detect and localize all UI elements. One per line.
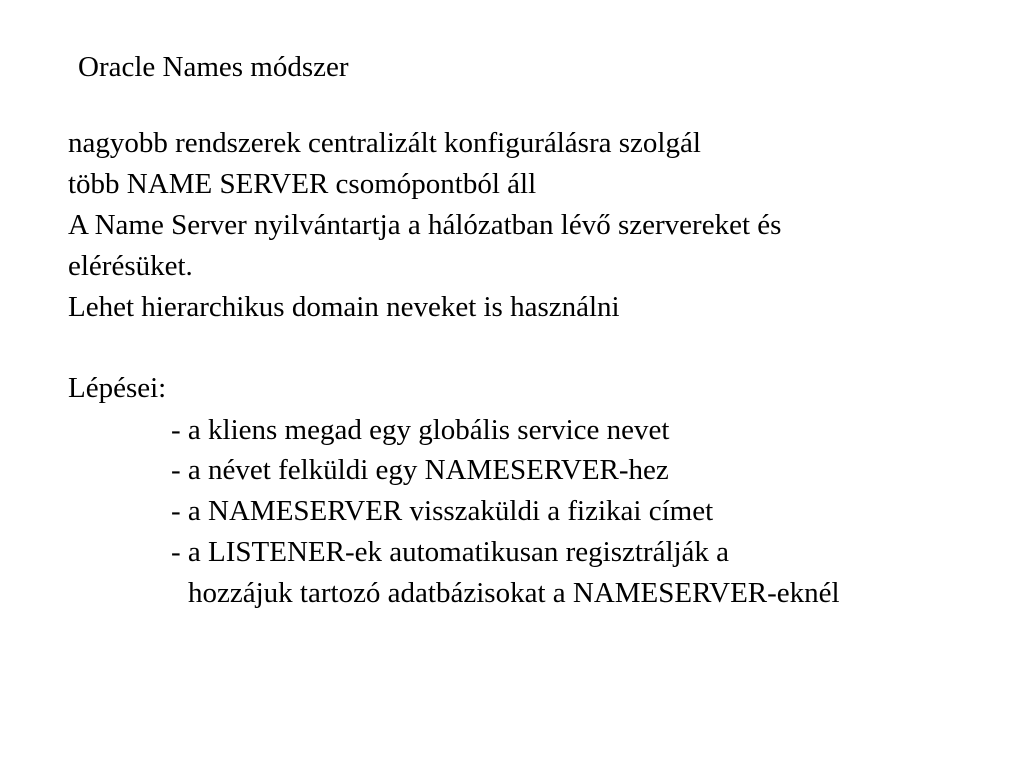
step-item-3: - a NAMESERVER visszaküldi a fizikai címet bbox=[171, 495, 714, 527]
step-item-4: - a LISTENER-ek automatikusan regisztrálják a bbox=[171, 536, 730, 568]
step-item-2: - a névet felküldi egy NAMESERVER-hez bbox=[171, 454, 669, 486]
intro-line-2: több NAME SERVER csomópontból áll bbox=[68, 168, 537, 200]
steps-heading: Lépései: bbox=[68, 372, 167, 404]
intro-line-3: A Name Server nyilvántartja a hálózatban lévő szervereket és bbox=[68, 209, 782, 241]
slide-title: Oracle Names módszer bbox=[78, 51, 349, 83]
intro-line-4: elérésüket. bbox=[68, 250, 193, 282]
intro-line-5: Lehet hierarchikus domain neveket is használni bbox=[68, 291, 620, 323]
intro-line-1: nagyobb rendszerek centralizált konfigurálásra szolgál bbox=[68, 127, 701, 159]
step-item-4-continuation: hozzájuk tartozó adatbázisokat a NAMESERVER-eknél bbox=[188, 577, 840, 609]
step-item-1: - a kliens megad egy globális service nevet bbox=[171, 414, 670, 446]
